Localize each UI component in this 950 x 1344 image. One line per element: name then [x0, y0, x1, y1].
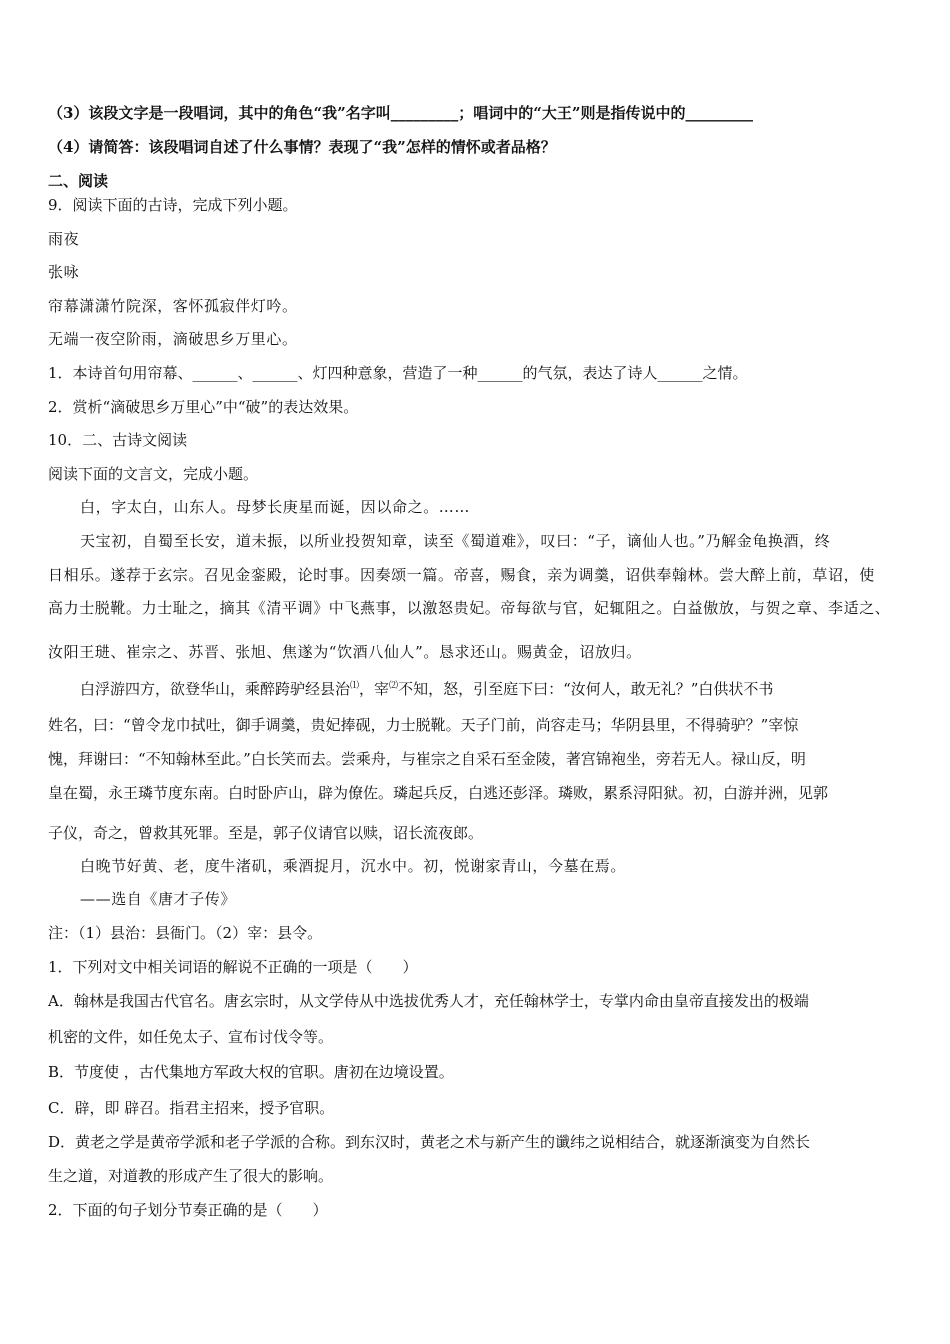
passage-para-2-line-1: 天宝初，自蜀至长安，道未振，以所业投贺知章，读至《蜀道难》，叹曰：“子，谪仙人也。”乃解金龟换酒，终 [80, 532, 831, 550]
q8-sub4: （4）请简答：该段唱词自述了什么事情？表现了“我”怎样的情怀或者品格？ [48, 138, 556, 156]
q8-sub3: （3）该段文字是一段唱词，其中的角色“我”名字叫_________；唱词中的“大王”则是指传说中的_________ [48, 104, 753, 122]
passage-para-2-line-2: 日相乐。遂荐于玄宗。召见金銮殿，论时事。因奏颂一篇。帝喜，赐食，亲为调羹，诏供奉翰林。尝大醉上前，草诏，使 [48, 566, 875, 584]
passage-para-3-line-5: 子仪，奇之，曾救其死罪。至是，郭子仪请官以赎，诏长流夜郎。 [48, 824, 484, 842]
q10-intro: 10．二、古诗文阅读 [48, 431, 188, 449]
q10-option-c: C．辟，即 辟召。指君主招来，授予官职。 [48, 1099, 335, 1117]
passage-para-3-line-2: 姓名，曰：“曾令龙巾拭吐，御手调羹，贵妃捧砚，力士脱靴。天子门前，尚容走马；华阴县里，不得骑驴？”宰惊 [48, 716, 799, 734]
passage-para-3-line-3: 愧，拜谢曰：“不知翰林至此。”白长笑而去。尝乘舟，与崔宗之自采石至金陵，著宫锦袍坐，旁若无人。禄山反，明 [48, 750, 806, 768]
passage-para-1: 白，字太白，山东人。母梦长庚星而诞，因以命之。…… [80, 498, 471, 516]
q10-option-d-line-2: 生之道，对道教的形成产生了很大的影响。 [48, 1167, 334, 1185]
q10-option-a-line-2: 机密的文件，如任免太子、宣布讨伐令等。 [48, 1028, 334, 1046]
passage-para-2-line-3: 高力士脱靴。力士耻之，摘其《清平调》中飞燕事，以激怒贵妃。帝每欲与官，妃辄阻之。白益傲放，与贺之章、李适之、 [48, 599, 891, 617]
section-heading-reading: 二、阅读 [48, 172, 109, 190]
p3-text-b: ，宰 [359, 680, 390, 698]
q10-option-d-line-1: D．黄老之学是黄帝学派和老子学派的合称。到东汉时，黄老之术与新产生的谶纬之说相结合，就逐渐演变为自然长 [48, 1133, 811, 1151]
footnote-ref-1: ⑴ [350, 681, 360, 691]
passage-para-3-line-4: 皇在蜀，永王璘节度东南。白时卧庐山，辟为僚佐。璘起兵反，白逃还彭泽。璘败，累系浔阳狱。初，白游并洲，见郭 [48, 784, 829, 802]
passage-source: ——选自《唐才子传》 [80, 890, 237, 908]
q10-option-b: B．节度使 ，古代集地方军政大权的官职。唐初在边境设置。 [48, 1063, 454, 1081]
poem-author: 张咏 [48, 263, 80, 281]
q10-sub2: 2．下面的句子划分节奏正确的是（ ） [48, 1201, 328, 1219]
passage-para-2-line-4: 汝阳王琎、崔宗之、苏晋、张旭、焦遂为“饮酒八仙人”。恳求还山。赐黄金，诏放归。 [48, 643, 642, 661]
q10-instruction: 阅读下面的文言文，完成小题。 [48, 465, 259, 483]
q9-intro: 9．阅读下面的古诗，完成下列小题。 [48, 196, 298, 214]
q10-sub1: 1．下列对文中相关词语的解说不正确的一项是（ ） [48, 958, 418, 976]
p3-text-a: 白浮游四方，欲登华山，乘醉跨驴经县治 [80, 680, 351, 698]
poem-line-2: 无端一夜空阶雨，滴破思乡万里心。 [48, 330, 298, 348]
footnote-ref-2: ⑵ [389, 681, 399, 691]
passage-note: 注：（1）县治：县衙门。（2）宰：县令。 [48, 924, 323, 942]
q9-sub2: 2．赏析“滴破思乡万里心”中“破”的表达效果。 [48, 398, 359, 416]
q9-sub1: 1．本诗首句用帘幕、______、______、灯四种意象，营造了一种______的气氛，表达了诗人______之情。 [48, 364, 748, 382]
poem-line-1: 帘幕潇潇竹院深，客怀孤寂伴灯吟。 [48, 297, 298, 315]
passage-para-4: 白晚节好黄、老，度牛渚矶，乘酒捉月，沉水中。初，悦谢家青山，今墓在焉。 [80, 857, 627, 875]
passage-para-3-line-1 [80, 676, 773, 699]
poem-title: 雨夜 [48, 230, 80, 248]
q10-option-a-line-1: A．翰林是我国古代官名。唐玄宗时，从文学侍从中选拔优秀人才，充任翰林学士，专掌内命由皇帝直接发出的极端 [48, 992, 809, 1010]
p3-text-c: 不知，怒，引至庭下曰：“汝何人，敢无礼？”白供状不书 [398, 680, 774, 698]
